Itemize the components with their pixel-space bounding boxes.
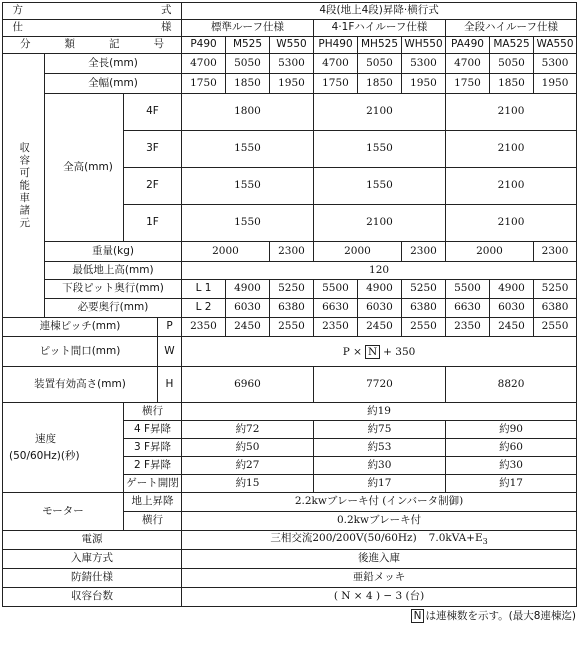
model-code: M525 bbox=[226, 37, 270, 54]
opening-formula: P × N + 350 bbox=[182, 337, 577, 367]
row-height-2f: 2F 1550 1550 2100 bbox=[3, 168, 577, 205]
n-box: N bbox=[411, 609, 425, 623]
row-motor-traverse: 横行 0.2kwブレーキ付 bbox=[3, 512, 577, 531]
model-code: W550 bbox=[270, 37, 314, 54]
height-label: 全高(mm) bbox=[45, 94, 124, 242]
spec-standard-roof: 標準ルーフ仕様 bbox=[182, 20, 314, 37]
header-row-method: 方 式 4段(地上4段)昇降·横行式 bbox=[3, 3, 577, 20]
symbol: L 1 bbox=[182, 280, 226, 299]
model-code: WA550 bbox=[534, 37, 577, 54]
row-speed-2f: 2 F昇降 約27 約30 約30 bbox=[3, 457, 577, 475]
row-speed-4f: 4 F昇降 約72 約75 約90 bbox=[3, 421, 577, 439]
row-speed-3f: 3 F昇降 約50 約53 約60 bbox=[3, 439, 577, 457]
row-required-depth: 必要奥行(mm) L 2 6030 6380 6630 6030 6380 6630 6030 6380 bbox=[3, 299, 577, 318]
speed-label: 速度 (50/60Hz)(秒) bbox=[3, 403, 124, 493]
method-value: 4段(地上4段)昇降·横行式 bbox=[182, 3, 577, 20]
footnote: N は連棟数を示す。(最大8連棟迄) bbox=[411, 608, 576, 623]
model-code: P490 bbox=[182, 37, 226, 54]
spec-all-high-roof: 全段ハイルーフ仕様 bbox=[446, 20, 577, 37]
row-entry: 入庫方式 後進入庫 bbox=[3, 550, 577, 569]
row-height-4f: 全高(mm) 4F 1800 2100 2100 bbox=[3, 94, 577, 131]
floor-label: 3F bbox=[124, 131, 182, 168]
row-rust: 防錆仕様 亜鉛メッキ bbox=[3, 569, 577, 588]
header-row-models: 分 類 記 号 P490 M525 W550 PH490 MH525 WH550 PA490 MA525 WA550 bbox=[3, 37, 577, 54]
floor-label: 1F bbox=[124, 205, 182, 242]
model-code: MH525 bbox=[358, 37, 402, 54]
capacity-label: 収容可能車諸元 bbox=[3, 54, 45, 318]
row-speed-gate: ゲート開閉 約15 約17 約17 bbox=[3, 475, 577, 493]
row-speed-traverse: 速度 (50/60Hz)(秒) 横行 約19 bbox=[3, 403, 577, 421]
row-ground-clearance: 最低地上高(mm) 120 bbox=[3, 262, 577, 280]
row-width: 全幅(mm) 1750 1850 1950 1750 1850 1950 1750 1850 1950 bbox=[3, 74, 577, 94]
symbol: P bbox=[158, 318, 182, 337]
model-code: MA525 bbox=[490, 37, 534, 54]
symbol: W bbox=[158, 337, 182, 367]
floor-label: 4F bbox=[124, 94, 182, 131]
row-lower-pit-depth: 下段ピット奥行(mm) L 1 4900 5250 5500 4900 5250 5500 4900 5250 bbox=[3, 280, 577, 299]
row-count: 収容台数 ( N × 4 ) − 3 (台) bbox=[3, 588, 577, 607]
row-effective-height: 装置有効高さ(mm) H 6960 7720 8820 bbox=[3, 367, 577, 403]
row-pit-opening: ピット間口(mm) W P × N + 350 bbox=[3, 337, 577, 367]
symbol: H bbox=[158, 367, 182, 403]
header-row-spec: 仕 様 標準ルーフ仕様 4·1Fハイルーフ仕様 全段ハイルーフ仕様 bbox=[3, 20, 577, 37]
model-code: PA490 bbox=[446, 37, 490, 54]
model-code: PH490 bbox=[314, 37, 358, 54]
row-weight: 重量(kg) 2000 2300 2000 2300 2000 2300 bbox=[3, 242, 577, 262]
row-length: 収容可能車諸元 全長(mm) 4700 5050 5300 4700 5050 5300 4700 5050 5300 bbox=[3, 54, 577, 74]
row-height-1f: 1F 1550 2100 2100 bbox=[3, 205, 577, 242]
spec-4-1f-high-roof: 4·1Fハイルーフ仕様 bbox=[314, 20, 446, 37]
model-code: WH550 bbox=[402, 37, 446, 54]
row-height-3f: 3F 1550 1550 2100 bbox=[3, 131, 577, 168]
row-motor-lift: モーター 地上昇降 2.2kwブレーキ付 (インバータ制御) bbox=[3, 493, 577, 512]
floor-label: 2F bbox=[124, 168, 182, 205]
symbol: L 2 bbox=[182, 299, 226, 318]
row-pitch: 連棟ピッチ(mm) P 2350 2450 2550 2350 2450 2550 2350 2450 2550 bbox=[3, 318, 577, 337]
motor-label: モーター bbox=[3, 493, 124, 531]
spec-table bbox=[2, 2, 577, 607]
n-box: N bbox=[365, 345, 380, 359]
row-power: 電源 三相交流200/200V(50/60Hz) $7.0kVA+E_3$ bbox=[3, 531, 577, 550]
